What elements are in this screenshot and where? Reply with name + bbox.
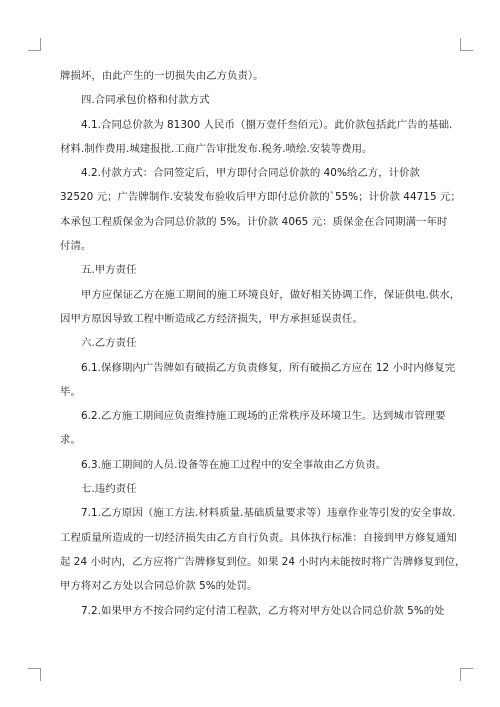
text-line: 6.2.乙方施工期间应负责维持施工现场的正常秩序及环境卫生。达到城市管理要 bbox=[81, 410, 446, 423]
text-line: 因甲方原因导致工程中断造成乙方经济损失，甲方承担延误责任。 bbox=[60, 312, 363, 325]
paragraph bbox=[60, 477, 444, 501]
text-line: 付清。 bbox=[60, 240, 92, 253]
text-line: 毕。 bbox=[60, 385, 81, 398]
crop-mark-bottom-left bbox=[28, 668, 41, 681]
text-line: 32520 元；广告牌制作.安装发布验收后甲方即付总价款的`55%；计价款 44715 元； bbox=[60, 191, 461, 204]
text-line: 五.甲方责任 bbox=[81, 264, 137, 277]
text-line: 四.合同承包价格和付款方式 bbox=[81, 94, 210, 107]
paragraph bbox=[60, 599, 444, 623]
text-line: 材料.制作费用.城建报批.工商广告审批发布.税务.喷绘.安装等费用。 bbox=[60, 142, 373, 155]
text-line: 4.1.合同总价款为 81300 人民币（捌万壹仟叁佰元）。此价款包括此广告的基础. bbox=[81, 118, 453, 131]
text-line: 4.2.付款方式：合同签定后，甲方即付合同总价款的 40%给乙方，计价款 bbox=[81, 167, 420, 180]
text-line: 甲方应保证乙方在施工期间的施工环境良好，做好相关协调工作，保证供电.供水， bbox=[81, 288, 461, 301]
paragraph bbox=[60, 283, 461, 332]
text-line: 六.乙方责任 bbox=[81, 337, 137, 350]
text-line: 甲方将对乙方处以合同总价款 5%的处罚。 bbox=[60, 580, 258, 593]
paragraph bbox=[60, 453, 444, 477]
crop-mark-top-right bbox=[460, 38, 473, 51]
paragraph bbox=[60, 404, 444, 453]
text-line: 起 24 小时内，乙方应将广告牌修复到位。如果 24 小时内未能按时将广告牌修复到位， bbox=[60, 555, 466, 568]
paragraph bbox=[60, 501, 466, 598]
paragraph bbox=[60, 161, 461, 258]
paragraph bbox=[60, 113, 453, 162]
text-line: 6.3.施工期间的人员.设备等在施工过程中的安全事故由乙方负责。 bbox=[81, 458, 387, 471]
paragraph bbox=[60, 356, 456, 405]
text-line: 6.1.保修期内广告牌如有破损乙方负责修复，所有破损乙方应在 12 小时内修复完 bbox=[81, 361, 456, 374]
text-line: 工程质量所造成的一切经济损失由乙方自行负责。具体执行标准：自接到甲方修复通知 bbox=[60, 531, 457, 544]
text-line: 7.1.乙方原因（施工方法.材料质量.基础质量要求等）违章作业等引发的安全事故. bbox=[81, 507, 456, 520]
text-line: 牌损坏，由此产生的一切损失由乙方负责）。 bbox=[60, 70, 264, 82]
text-line: 本承包工程质保金为合同总价款的 5%。计价款 4065 元：质保金在合同期满一年时 bbox=[60, 215, 448, 228]
text-line: 七.违约责任 bbox=[81, 483, 137, 496]
document-body bbox=[60, 64, 466, 623]
crop-mark-top-left bbox=[28, 38, 41, 51]
text-line: 求。 bbox=[60, 434, 81, 447]
text-line: 7.2.如果甲方不按合同约定付清工程款，乙方将对甲方处以合同总价款 5%的处 bbox=[81, 604, 445, 617]
paragraph bbox=[60, 64, 444, 88]
crop-mark-bottom-right bbox=[460, 668, 473, 681]
paragraph bbox=[60, 258, 444, 282]
paragraph bbox=[60, 88, 444, 112]
paragraph bbox=[60, 331, 444, 355]
